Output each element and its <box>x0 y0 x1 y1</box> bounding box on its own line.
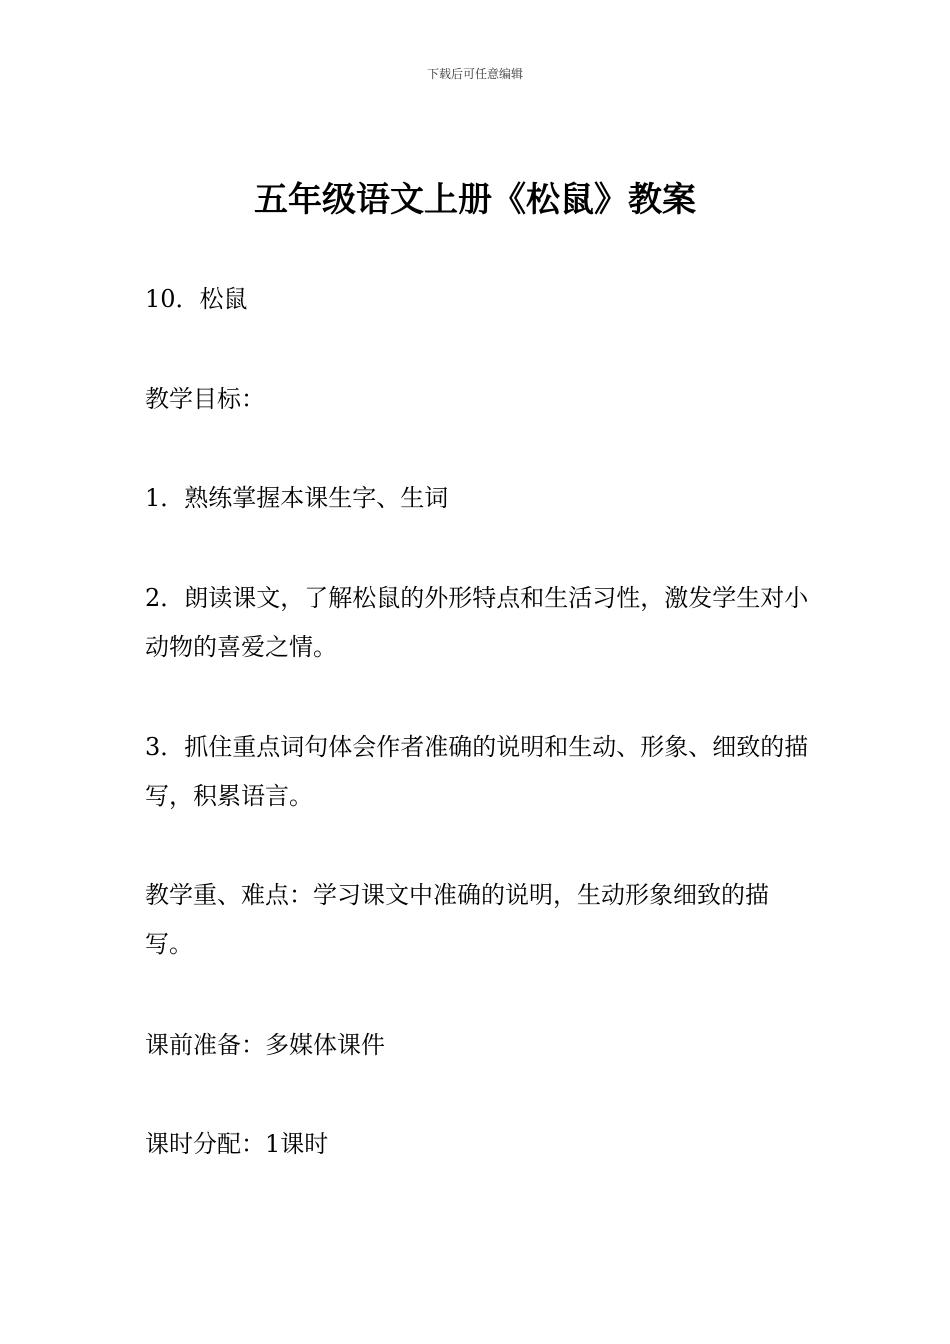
objective-item-3: 3．抓住重点词句体会作者准确的说明和生动、形象、细致的描写，积累语言。 <box>145 733 809 810</box>
class-hours-paragraph: 课时分配：1课时 <box>145 1130 329 1158</box>
document-title: 五年级语文上册《松鼠》教案 <box>254 180 696 220</box>
objective-item-2: 2．朗读课文，了解松鼠的外形特点和生活习性，激发学生对小动物的喜爱之情。 <box>145 584 809 661</box>
objectives-heading: 教学目标： <box>145 385 265 413</box>
lesson-number-heading: 10．松鼠 <box>145 285 248 313</box>
objective-item-1: 1．熟练掌握本课生字、生词 <box>145 484 449 512</box>
key-difficulties-paragraph: 教学重、难点：学习课文中准确的说明，生动形象细致的描写。 <box>145 881 769 958</box>
preparation-paragraph: 课前准备：多媒体课件 <box>145 1031 385 1059</box>
page-header-note: 下载后可任意编辑 <box>426 67 523 81</box>
